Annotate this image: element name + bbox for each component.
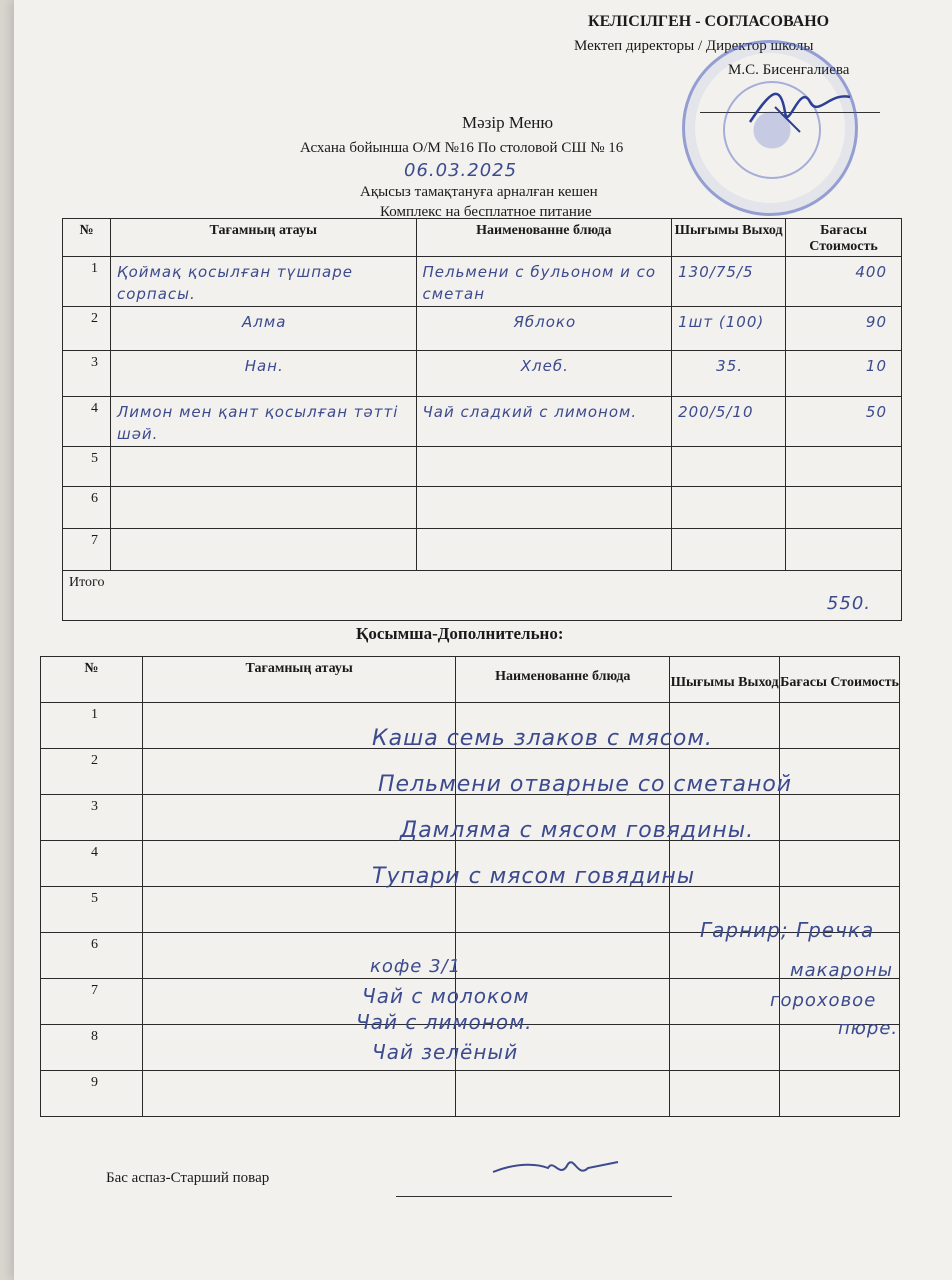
row-number: 3 (63, 351, 111, 397)
chef-signature-line (396, 1196, 672, 1197)
row-number: 6 (63, 487, 111, 529)
menu-title: Мәзір Меню (462, 113, 554, 132)
dish-name-ru: Чай сладкий с лимоном. (416, 397, 672, 447)
free-meal-table (62, 218, 902, 621)
row-number: 3 (41, 795, 143, 841)
table-header-row (41, 657, 900, 703)
dish-name-kz: Қоймақ қосылған түшпаре сорпасы. (110, 257, 416, 307)
table-header-row (63, 219, 902, 257)
table-row (41, 1071, 900, 1117)
col-price: Бағасы Стоимость (780, 657, 900, 703)
col-name-kz: Тағамның атауы (110, 219, 416, 257)
extra-dish-2: Пельмени отварные со сметаной (378, 772, 793, 797)
row-number: 9 (41, 1071, 143, 1117)
table-row (63, 487, 902, 529)
dish-yield: 200/5/10 (672, 397, 786, 447)
extra-dish-1: Каша семь злаков с мясом. (372, 726, 713, 751)
extra-garnish-puree: пюре. (838, 1018, 899, 1039)
extra-section-title: Қосымша-Дополнительно: (356, 624, 564, 643)
extra-drink-green-tea: Чай зелёный (372, 1040, 519, 1064)
row-number: 8 (41, 1025, 143, 1071)
table-row (63, 351, 902, 397)
col-name-ru: Наименованне блюда (456, 657, 670, 703)
row-number: 5 (41, 887, 143, 933)
dish-yield: 1шт (100) (672, 307, 786, 351)
extra-drink-milk-tea: Чай с молоком (362, 984, 530, 1008)
col-number: № (63, 219, 111, 257)
dish-name-ru: Яблоко (416, 307, 672, 351)
total-row (63, 571, 902, 621)
extra-garnish-pasta: макароны (790, 960, 893, 981)
table-row (63, 529, 902, 571)
complex-title-ru: Комплекс на бесплатное питание (380, 204, 592, 220)
extra-drink-lemon-tea: Чай с лимоном. (356, 1010, 533, 1034)
menu-date: 06.03.2025 (404, 160, 518, 181)
approval-title: КЕЛІСІЛГЕН - СОГЛАСОВАНО (588, 13, 830, 30)
dish-yield: 130/75/5 (672, 257, 786, 307)
complex-title-kz: Ақысыз тамақтануға арналған кешен (360, 184, 598, 200)
row-number: 5 (63, 447, 111, 487)
chef-label: Бас аспаз-Старший повар (106, 1170, 270, 1186)
dish-name-kz: Лимон мен қант қосылған тәтті шәй. (110, 397, 416, 447)
row-number: 2 (63, 307, 111, 351)
col-price: Бағасы Стоимость (786, 219, 902, 257)
dish-name-kz: Алма (110, 307, 416, 351)
col-yield: Шығымы Выход (670, 657, 780, 703)
approval-name: М.С. Бисенгалиева (728, 62, 850, 78)
dish-name-ru: Пельмени с бульоном и со сметан (416, 257, 672, 307)
col-name-ru: Наименованне блюда (416, 219, 672, 257)
row-number: 1 (63, 257, 111, 307)
dish-price: 50 (786, 397, 902, 447)
row-number: 2 (41, 749, 143, 795)
dish-name-ru: Хлеб. (416, 351, 672, 397)
director-signature (740, 72, 860, 142)
dish-name-kz: Нан. (110, 351, 416, 397)
table-row (63, 257, 902, 307)
row-number: 7 (41, 979, 143, 1025)
chef-signature (488, 1150, 628, 1190)
extra-dish-4: Тупари с мясом говядины (372, 864, 696, 889)
dish-price: 400 (786, 257, 902, 307)
canteen-subtitle: Асхана бойынша О/М №16 По столовой СШ № 16 (300, 140, 624, 156)
extra-drink-coffee: кофе 3/1 (370, 956, 462, 977)
table-row (63, 447, 902, 487)
approval-role: Мектеп директоры / Директор школы (574, 38, 814, 54)
total-value: 550. (826, 593, 871, 614)
extra-garnish-pea: гороховое (770, 990, 877, 1011)
dish-price: 10 (786, 351, 902, 397)
col-number: № (41, 657, 143, 703)
dish-yield: 35. (672, 351, 786, 397)
row-number: 4 (63, 397, 111, 447)
col-yield: Шығымы Выход (672, 219, 786, 257)
extra-garnish: Гарнир; Гречка (700, 918, 875, 942)
row-number: 1 (41, 703, 143, 749)
total-label: Итого (69, 575, 105, 590)
col-name-kz: Тағамның атауы (142, 657, 456, 703)
row-number: 4 (41, 841, 143, 887)
row-number: 7 (63, 529, 111, 571)
dish-price: 90 (786, 307, 902, 351)
table-row (63, 307, 902, 351)
extra-dish-3: Дамляма с мясом говядины. (400, 818, 755, 843)
table-row (63, 397, 902, 447)
row-number: 6 (41, 933, 143, 979)
